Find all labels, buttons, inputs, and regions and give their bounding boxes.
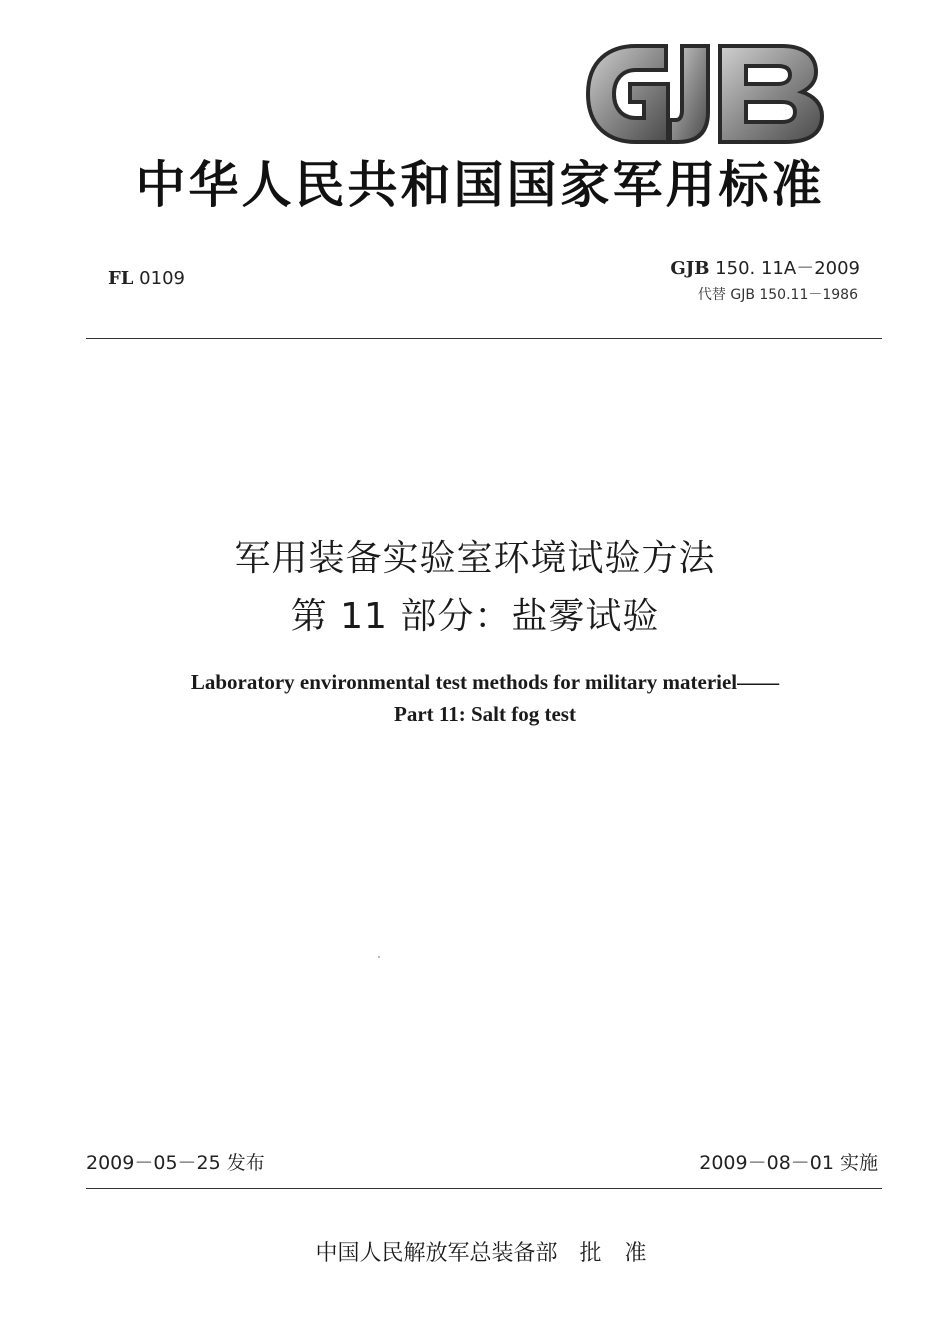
- national-standard-title: 中华人民共和国国家军用标准: [135, 156, 825, 214]
- classification-prefix: FL: [108, 268, 134, 289]
- implementation-date: 2009－08－01 实施: [699, 1152, 878, 1174]
- standard-code: 150. 11A－2009: [715, 258, 860, 279]
- issue-date: 2009－05－25 发布: [86, 1152, 265, 1174]
- gjb-logo: [574, 42, 830, 146]
- classification-code: [108, 268, 185, 289]
- replaces-standard: 代替 GJB 150.11－1986: [697, 287, 858, 303]
- standard-number: [670, 254, 860, 280]
- bottom-divider: [86, 1188, 882, 1189]
- approver-line: [0, 1236, 950, 1267]
- top-divider: [86, 338, 882, 339]
- classification-number: 0109: [139, 268, 185, 289]
- standard-prefix: GJB: [670, 258, 710, 279]
- scan-speck: [378, 956, 380, 958]
- approve-word: 批 准: [579, 1241, 655, 1266]
- chinese-title-line-1: 军用装备实验室环境试验方法: [234, 538, 716, 579]
- chinese-title-line-2: 第 11 部分：盐雾试验: [290, 596, 660, 637]
- english-title-line-1: Laboratory environmental test methods for military materiel——: [190, 670, 780, 694]
- english-title-line-2: Part 11: Salt fog test: [394, 702, 576, 726]
- approver-name: 中国人民解放军总装备部: [315, 1241, 558, 1266]
